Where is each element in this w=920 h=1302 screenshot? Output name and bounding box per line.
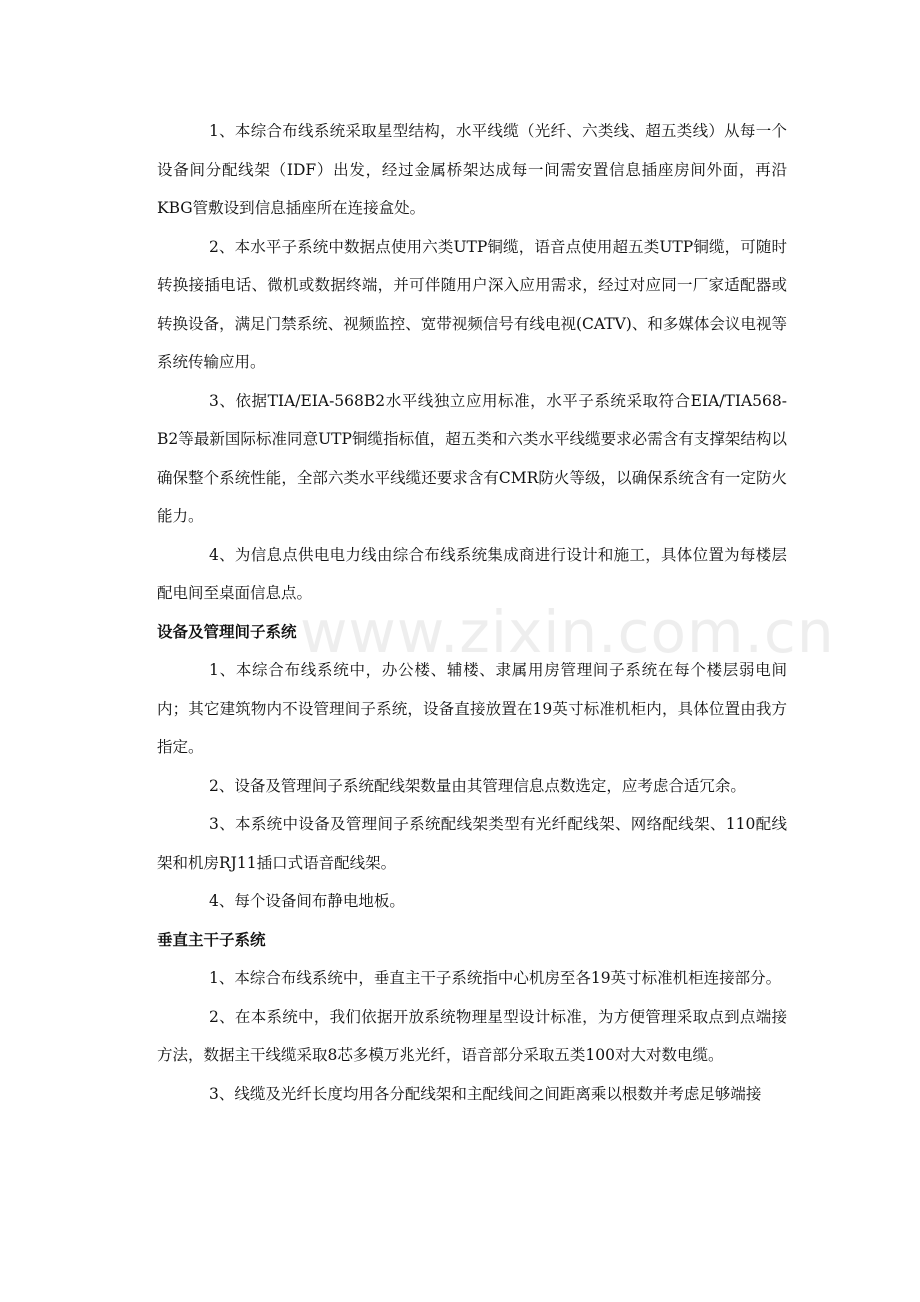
section-vertical-backbone [157, 921, 787, 1114]
watermark: www.zixin.com.cn [300, 598, 835, 666]
paragraph: 1、本综合布线系统中，办公楼、辅楼、隶属用房管理间子系统在每个楼层弱电间内；其它建筑物内不设管理间子系统，设备直接放置在19英寸标准机柜内，具体位置由我方指定。 [157, 661, 787, 756]
paragraph: 4、每个设备间布静电地板。 [209, 892, 405, 910]
section-horizontal-subsystem [157, 112, 787, 613]
paragraph: 3、本系统中设备及管理间子系统配线架类型有光纤配线架、网络配线架、110配线架和机房RJ11插口式语音配线架。 [157, 815, 787, 872]
paragraph: 1、本综合布线系统中，垂直主干子系统指中心机房至各19英寸标准机柜连接部分。 [209, 969, 782, 987]
section-heading: 设备及管理间子系统 [157, 622, 297, 641]
section-heading: 垂直主干子系统 [157, 930, 266, 949]
document-body [157, 112, 787, 1113]
paragraph: 2、在本系统中，我们依据开放系统物理星型设计标准，为方便管理采取点到点端接方法，数据主干线缆采取8芯多模万兆光纤，语音部分采取五类100对大对数电缆。 [157, 1007, 787, 1064]
section-equipment-management [157, 613, 787, 921]
paragraph: 2、设备及管理间子系统配线架数量由其管理信息点数选定，应考虑合适冗余。 [209, 776, 746, 795]
paragraph: 1、本综合布线系统采取星型结构，水平线缆（光纤、六类线、超五类线）从每一个设备间分配线架（IDF）出发，经过金属桥架达成每一间需安置信息插座房间外面，再沿KBG管敷设到信息插座所在连接盒处。 [157, 122, 787, 217]
paragraph: 3、依据TIA/EIA-568B2水平线独立应用标准，水平子系统采取符合EIA/TIA568-B2等最新国际标准同意UTP铜缆指标值，超五类和六类水平线缆要求必需含有支撑架结构以确保整个系统性能，全部六类水平线缆还要求含有CMR防火等级，以确保系统含有一定防火能力。 [157, 391, 787, 525]
paragraph: 3、线缆及光纤长度均用各分配线架和主配线间之间距离乘以根数并考虑足够端接 [209, 1084, 762, 1103]
paragraph: 2、本水平子系统中数据点使用六类UTP铜缆，语音点使用超五类UTP铜缆，可随时转换接插电话、微机或数据终端，并可伴随用户深入应用需求，经过对应同一厂家适配器或转换设备，满足门禁系统、视频监控、宽带视频信号有线电视(CATV)、和多媒体会议电视等系统传输应用。 [157, 237, 787, 371]
paragraph: 4、为信息点供电电力线由综合布线系统集成商进行设计和施工，具体位置为每楼层配电间至桌面信息点。 [157, 545, 787, 602]
